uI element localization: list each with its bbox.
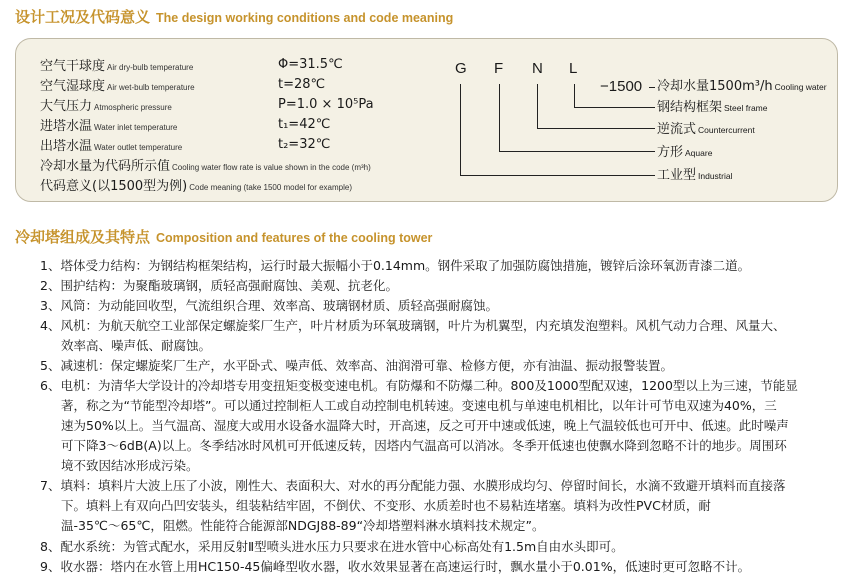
condition-row (40, 155, 371, 175)
feature-item (40, 356, 830, 376)
condition-value: P=1.0 × 10⁵Pa (278, 97, 374, 112)
code-letter-g: G (455, 60, 467, 77)
condition-label: 出塔水温 (40, 139, 93, 154)
code-meaning-en: Industrial (698, 171, 733, 181)
code-meaning-label: 工业型 (657, 168, 697, 183)
condition-label-en: Water outlet temperature (94, 143, 183, 152)
code-meaning-item (657, 166, 733, 186)
code-connector-line (574, 84, 575, 108)
feature-number: 3、 (40, 298, 61, 313)
feature-item (40, 296, 830, 316)
section-title-zh: 冷却塔组成及其特点 (15, 228, 151, 246)
code-connector-line (649, 87, 655, 88)
condition-row (40, 95, 172, 115)
code-connector-line (460, 84, 461, 176)
code-connector-line (574, 107, 655, 108)
feature-text: 减速机：保定螺旋桨厂生产，水平卧式、噪声低、效率高、油润滑可靠、检修方便，亦有油温、振动报警装置。 (60, 358, 673, 373)
code-meaning-label: 钢结构框架 (657, 100, 723, 115)
section-title-en: The design working conditions and code meaning (156, 11, 454, 25)
feature-text: 可下降3～6dB(A)以上。冬季结冰时风机可开低速反转，因塔内气温高可以消冰。冬季开低速也使飘水降到忽略不计的地步。周围环 (61, 438, 787, 453)
code-connector-line (537, 84, 538, 129)
code-meaning-en: Steel frame (724, 103, 768, 113)
condition-label: 代码意义(以1500型为例) (40, 179, 188, 194)
code-meaning-item (657, 98, 767, 118)
code-meaning-en: Aquare (685, 148, 713, 158)
condition-label-en: Water inlet temperature (94, 123, 178, 132)
condition-label: 空气湿球度 (40, 79, 106, 94)
condition-label: 进塔水温 (40, 119, 93, 134)
code-connector-line (499, 84, 500, 152)
condition-value: t₂=32℃ (278, 137, 331, 152)
section-title-en: Composition and features of the cooling tower (156, 231, 433, 245)
condition-label-en: Air dry-bulb temperature (107, 63, 194, 72)
condition-row (40, 175, 352, 195)
feature-text: 围护结构：为聚酯玻璃钢，质轻高强耐腐蚀、美观、抗老化。 (60, 278, 398, 293)
feature-item (40, 376, 830, 476)
condition-label: 冷却水量为代码所示值 (40, 159, 171, 174)
feature-number: 2、 (40, 278, 61, 293)
condition-label-en: Code meaning (take 1500 model for example) (189, 183, 352, 192)
code-connector-line (460, 175, 655, 176)
feature-item (40, 537, 830, 557)
feature-number: 5、 (40, 358, 61, 373)
feature-text: 速为50%以上。当气温高、湿度大或用水设备水温降大时，开高速，反之可开中速或低速，晚上气温较低也可开中、低速。此时噪声 (61, 418, 789, 433)
feature-text: 著，称之为“节能型冷却塔”。可以通过控制柜人工或自动控制电机转速。变速电机与单速电机相比，以年计可节电双速为40%，三 (61, 398, 777, 413)
code-meaning-en: Countercurrent (698, 125, 755, 135)
feature-item (40, 276, 830, 296)
condition-value: Φ=31.5℃ (278, 57, 343, 72)
feature-number: 6、 (40, 378, 61, 393)
feature-text: 温-35℃～65℃，阻燃。性能符合能源部NDGJ88-89“冷却塔塑料淋水填料技术规定”。 (61, 518, 545, 533)
code-connector-line (499, 151, 655, 152)
condition-label-en: Cooling water flow rate is value shown in the code (m³h) (172, 163, 371, 172)
condition-row (40, 55, 193, 75)
feature-text: 电机：为清华大学设计的冷却塔专用变扭矩变极变速电机。有防爆和不防爆二种。800及1000型配双速，1200型以上为三速，节能显 (60, 378, 798, 393)
code-letter-l: L (569, 60, 578, 77)
code-meaning-item (657, 77, 827, 97)
feature-text: 配水系统：为管式配水，采用反射Ⅱ型喷头进水压力只要求在进水管中心标高处有1.5m自由水头即可。 (60, 539, 624, 554)
feature-text: 下。填料上有双向凸凹安装头，组装粘结牢固，不倒伏、不变形、水质差时也不易粘连堵塞。填料为改性PVC材质，耐 (61, 498, 711, 513)
feature-number: 9、 (40, 559, 61, 574)
section-heading-features (15, 226, 432, 248)
feature-number: 7、 (40, 478, 61, 493)
code-meaning-item (657, 120, 755, 140)
section-title-zh: 设计工况及代码意义 (15, 8, 151, 26)
feature-number: 1、 (40, 258, 61, 273)
feature-text: 境不致因结冰形成污染。 (61, 458, 199, 473)
feature-text: 填料：填料片大波上压了小波，刚性大、表面积大、对水的再分配能力强、水膜形成均匀、停留时间长，水滴不致避开填料而直接落 (60, 478, 786, 493)
condition-value: t=28℃ (278, 77, 326, 92)
feature-text: 风筒：为动能回收型，气流组织合理、效率高、玻璃钢材质、质轻高强耐腐蚀。 (60, 298, 498, 313)
feature-item (40, 557, 830, 577)
feature-number: 4、 (40, 318, 61, 333)
feature-item (40, 316, 830, 356)
code-meaning-label: 冷却水量1500m³/h (657, 79, 773, 94)
condition-row (40, 75, 195, 95)
feature-item (40, 476, 830, 536)
feature-text: 收水器：塔内在水管上用HC150-45偏峰型收水器，收水效果显著在高速运行时，飘水量小于0.01%，低速时更可忽略不计。 (60, 559, 751, 574)
code-letter-f: F (494, 60, 504, 77)
condition-row (40, 135, 182, 155)
condition-label: 大气压力 (40, 99, 93, 114)
feature-text: 效率高、噪声低、耐腐蚀。 (61, 338, 212, 353)
condition-label-en: Atmospheric pressure (94, 103, 172, 112)
section-heading-design (15, 6, 453, 28)
condition-label-en: Air wet-bulb temperature (107, 83, 195, 92)
code-meaning-label: 逆流式 (657, 122, 697, 137)
code-suffix: −1500 (600, 78, 643, 95)
code-letter-n: N (532, 60, 543, 77)
code-meaning-item (657, 143, 712, 163)
code-meaning-label: 方形 (657, 145, 684, 160)
condition-value: t₁=42℃ (278, 117, 331, 132)
code-meaning-en: Cooling water (774, 82, 827, 92)
condition-row (40, 115, 177, 135)
feature-text: 塔体受力结构：为钢结构框架结构，运行时最大振幅小于0.14mm。钢件采取了加强防腐蚀措施，镀锌后涂环氧沥青漆二道。 (60, 258, 751, 273)
condition-label: 空气干球度 (40, 59, 106, 74)
feature-item (40, 256, 830, 276)
feature-text: 风机：为航天航空工业部保定螺旋桨厂生产，叶片材质为环氧玻璃钢，叶片为机翼型，内充填发泡塑料。风机气动力合理、风量大、 (60, 318, 786, 333)
feature-number: 8、 (40, 539, 61, 554)
code-connector-line (537, 128, 655, 129)
